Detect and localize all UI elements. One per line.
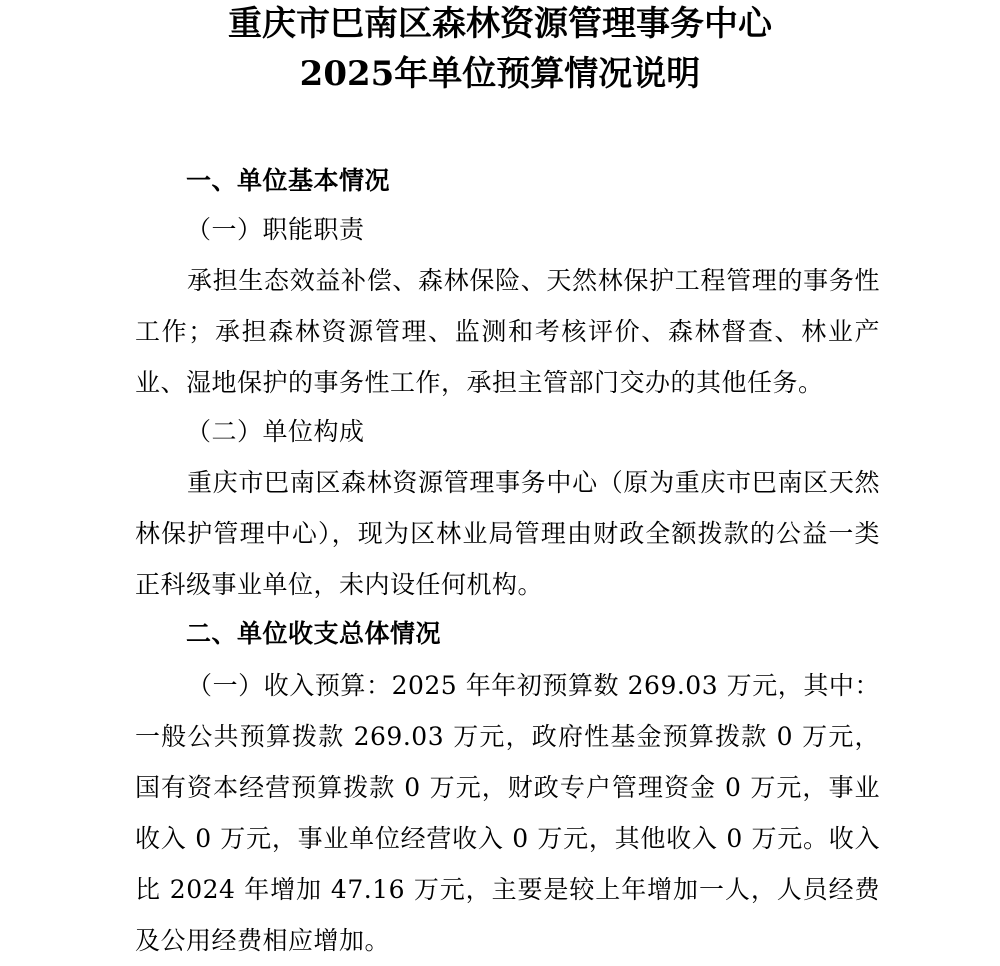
section-heading-basic-info: 一、单位基本情况 [186,166,391,195]
document-title-line-2: 2025年单位预算情况说明 [299,54,701,94]
paragraph-composition: 重庆市巴南区森林资源管理事务中心（原为重庆市巴南区天然林保护管理中心），现为区林业局管理由财政全额拨款的公益一类正科级事业单位，未内设任何机构。 [135,468,880,599]
subsection-heading-composition: （二）单位构成 [186,417,365,446]
section-heading-revenue-expenditure: 二、单位收支总体情况 [186,619,442,648]
paragraph-revenue-budget [135,660,880,966]
revenue-budget-text: 2025 年年初预算数 269.03 万元，其中：一般公共预算拨款 269.03 万元，政府性基金预算拨款 0 万元，国有资本经营预算拨款 0 万元，财政专户管理资金 0 万元，事业收入 0 万元，事业单位经营收入 0 万元，其他收入 0 万元。收入比 2024 年增加 47.16 万元，主要是较上年增加一人，人员经费及公用经费相应增加。 [135,671,880,955]
revenue-budget-lead: （一）收入预算： [187,671,392,700]
subsection-heading-duties: （一）职能职责 [186,215,365,244]
paragraph-duties: 承担生态效益补偿、森林保险、天然林保护工程管理的事务性工作；承担森林资源管理、监测和考核评价、森林督查、林业产业、湿地保护的事务性工作，承担主管部门交办的其他任务。 [135,266,880,397]
document-title-line-1: 重庆市巴南区森林资源管理事务中心 [228,4,772,44]
